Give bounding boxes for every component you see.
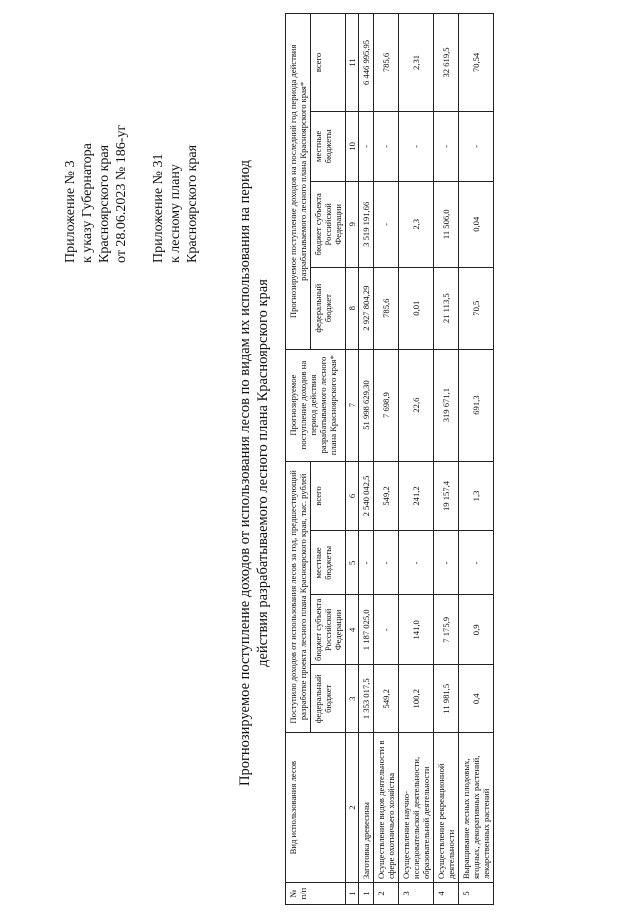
table-row (359, 14, 374, 905)
cell-value: 2 540 042,5 (359, 461, 374, 531)
appendix-3-line4: от 28.06.2023 № 186-уг (114, 124, 129, 263)
cell-value: 70,54 (459, 14, 494, 112)
appendix-31-line1: Приложение № 31 (151, 153, 166, 263)
cell-value: 7 175,9 (434, 595, 459, 665)
cell-value: 0,4 (459, 665, 494, 733)
cell-value: 6 446 995,95 (359, 14, 374, 112)
cell-value: 2 927 804,29 (359, 267, 374, 349)
header-federal-budget: федеральный бюджет (311, 665, 346, 733)
title-line1: Прогнозируемое поступление доходов от использования лесов по видам их использования на период (237, 160, 253, 786)
appendix-31-line3: Красноярского края (185, 144, 200, 263)
header-total: всего (311, 461, 346, 531)
cell-value: 0,04 (459, 181, 494, 267)
appendix-31-header (150, 145, 201, 263)
cell-value: 1 353 017,5 (359, 665, 374, 733)
cell-value: 691,3 (459, 349, 494, 461)
table-row (459, 14, 494, 905)
cell-value: - (434, 531, 459, 595)
cell-value: - (434, 111, 459, 181)
header-subject-budget: бюджет субъекта Российской Федерации (311, 181, 346, 267)
column-number: 10 (346, 111, 359, 181)
cell-value: 3 519 191,66 (359, 181, 374, 267)
row-number: 2 (374, 883, 399, 905)
title-line2: действия разрабатываемого лесного плана Красноярского края (255, 279, 271, 667)
header-forecast-last-year: Прогнозируемое поступление доходов на последний год периода действия разрабатываемого лесного плана Красноярского края* (286, 14, 311, 350)
cell-value: 2,3 (399, 181, 434, 267)
cell-value: 19 157,4 (434, 461, 459, 531)
header-subject-budget: бюджет субъекта Российской Федерации (311, 595, 346, 665)
cell-value: 319 671,1 (434, 349, 459, 461)
cell-value: 32 619,5 (434, 14, 459, 112)
column-number: 5 (346, 531, 359, 595)
row-type: Осуществление рекреационной деятельности (434, 733, 459, 883)
cell-value: 141,0 (399, 595, 434, 665)
table-row (399, 14, 434, 905)
header-forecast-period: Прогнозируемое поступление доходов на период действия разрабатываемого лесного плана Красноярского края* (286, 349, 346, 461)
appendix-3-line2: к указу Губернатора (80, 143, 95, 263)
header-number: № п/п (286, 883, 346, 905)
cell-value: 549,2 (374, 461, 399, 531)
cell-value: - (374, 181, 399, 267)
column-number: 3 (346, 665, 359, 733)
cell-value: 21 113,5 (434, 267, 459, 349)
header-local-budgets: местные бюджеты (311, 111, 346, 181)
table-row (434, 14, 459, 905)
cell-value: 2,31 (399, 14, 434, 112)
cell-value: 22,6 (399, 349, 434, 461)
header-received-revenue: Поступило доходов от использования лесов за год, предшествующий разработке проекта лесного плана Красноярского края, тыс. рублей (286, 461, 311, 733)
cell-value: - (359, 111, 374, 181)
cell-value: - (374, 531, 399, 595)
header-local-budgets: местные бюджеты (311, 531, 346, 595)
appendix-3-header (62, 125, 130, 263)
revenue-table (285, 13, 494, 905)
column-number: 8 (346, 267, 359, 349)
cell-value: 0,01 (399, 267, 434, 349)
cell-value: 785,6 (374, 267, 399, 349)
cell-value: 241,2 (399, 461, 434, 531)
cell-value: 549,2 (374, 665, 399, 733)
cell-value: - (399, 531, 434, 595)
appendix-3-line3: Красноярского края (97, 144, 112, 263)
cell-value: 70,5 (459, 267, 494, 349)
cell-value: - (359, 531, 374, 595)
cell-value: 100,2 (399, 665, 434, 733)
appendix-31-line2: к лесному плану (168, 164, 183, 263)
column-number: 11 (346, 14, 359, 112)
column-number: 2 (346, 733, 359, 883)
column-number: 6 (346, 461, 359, 531)
cell-value: - (374, 595, 399, 665)
cell-value: 785,6 (374, 14, 399, 112)
cell-value: - (399, 111, 434, 181)
column-number-row (346, 14, 359, 905)
row-number: 4 (434, 883, 459, 905)
header-total: всего (311, 14, 346, 112)
row-type: Осуществление научно-исследовательской деятельности, образовательной деятельности (399, 733, 434, 883)
cell-value: 7 698,9 (374, 349, 399, 461)
cell-value: 11 981,5 (434, 665, 459, 733)
row-type: Заготовка древесины (359, 733, 374, 883)
cell-value: 11 506,0 (434, 181, 459, 267)
column-number: 4 (346, 595, 359, 665)
column-number: 1 (346, 883, 359, 905)
cell-value: - (374, 111, 399, 181)
row-number: 5 (459, 883, 494, 905)
row-type: Осуществление видов деятельности в сфере охотничьего хозяйства (374, 733, 399, 883)
cell-value: 1 187 025,0 (359, 595, 374, 665)
row-number: 3 (399, 883, 434, 905)
appendix-3-line1: Приложение № 3 (63, 160, 78, 263)
row-number: 1 (359, 883, 374, 905)
column-number: 9 (346, 181, 359, 267)
cell-value: 51 998 629,30 (359, 349, 374, 461)
cell-value: 0,9 (459, 595, 494, 665)
column-number: 7 (346, 349, 359, 461)
document-title (236, 58, 272, 888)
cell-value: - (459, 531, 494, 595)
header-federal-budget: федеральный бюджет (311, 267, 346, 349)
table-row (374, 14, 399, 905)
cell-value: 1,3 (459, 461, 494, 531)
cell-value: - (459, 111, 494, 181)
row-type: Выращивание лесных плодовых, ягодных, декоративных растений, лекарственных растений (459, 733, 494, 883)
header-forest-use-type: Вид использования лесов (286, 733, 346, 883)
